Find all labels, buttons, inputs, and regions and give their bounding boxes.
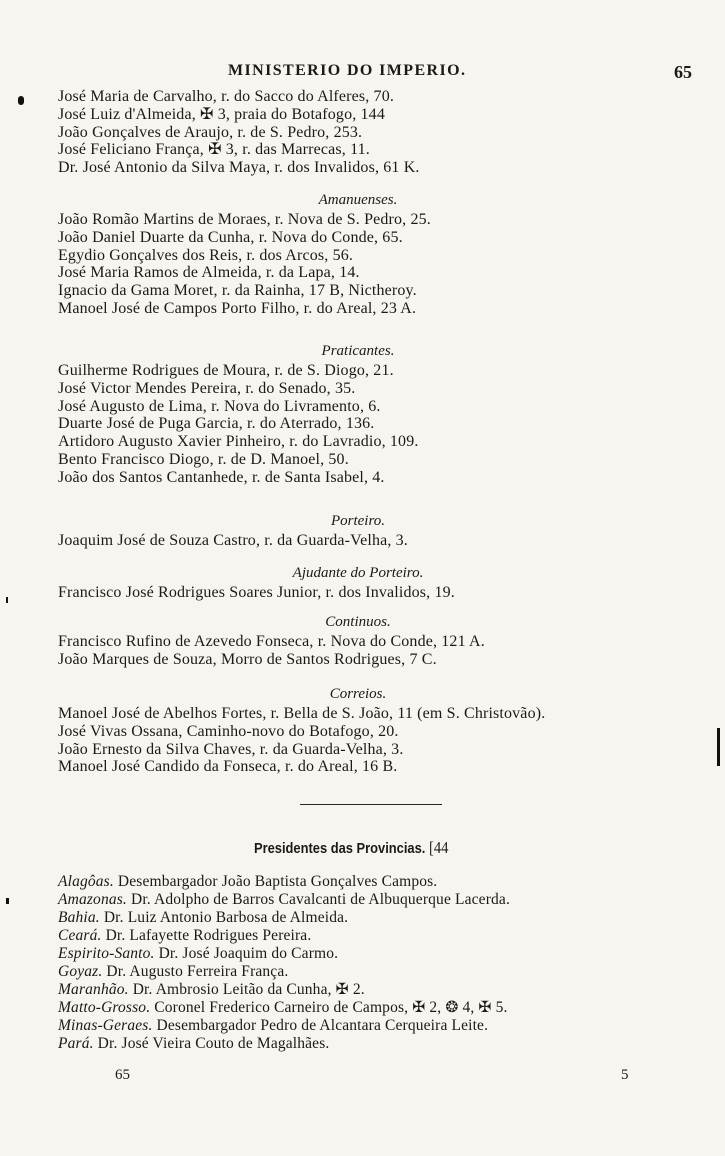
province-name: Bahia.	[58, 909, 100, 926]
province-name: Goyaz.	[58, 963, 103, 980]
president-name: Dr. José Joaquim do Carmo.	[158, 945, 339, 962]
list-item: João Romão Martins de Moraes, r. Nova de S. Pedro, 25.	[58, 211, 431, 228]
section-heading: Continuos.	[325, 614, 391, 630]
list-item: Manoel José de Abelhos Fortes, r. Bella de S. João, 11 (em S. Christovão).	[58, 705, 546, 722]
officials-list	[58, 88, 698, 177]
province-name: Espirito-Santo.	[58, 945, 155, 962]
list-item: Francisco Rufino de Azevedo Fonseca, r. Nova do Conde, 121 A.	[58, 633, 485, 650]
section-divider	[300, 804, 442, 805]
section-continuos	[58, 611, 698, 669]
list-item: Duarte José de Puga Garcia, r. do Aterrado, 136.	[58, 415, 375, 433]
list-item: João Daniel Duarte da Cunha, r. Nova do Conde, 65.	[58, 228, 403, 246]
page-number: 65	[674, 62, 692, 82]
president-name: Dr. Adolpho de Barros Cavalcanti de Albuquerque Lacerda.	[130, 891, 510, 908]
list-item	[58, 1035, 698, 1053]
presidents-list	[58, 873, 698, 1053]
list-item	[58, 945, 698, 963]
list-item: José Augusto de Lima, r. Nova do Livramento, 6.	[58, 397, 381, 415]
running-title: MINISTERIO DO IMPERIO.	[228, 62, 467, 79]
list-item: Manoel José de Campos Porto Filho, r. do Areal, 23 A.	[58, 299, 417, 317]
list-item	[58, 891, 698, 909]
section-porteiro	[58, 510, 698, 550]
list-item: José Maria Ramos de Almeida, r. da Lapa, 14.	[58, 264, 360, 282]
list-item: Francisco José Rodrigues Soares Junior, r. dos Invalidos, 19.	[58, 584, 455, 601]
list-item	[58, 963, 698, 981]
section-heading: Correios.	[329, 686, 387, 702]
ink-blot	[18, 96, 24, 105]
province-name: Alagôas.	[58, 873, 114, 890]
list-item	[58, 909, 698, 927]
list-item: João Ernesto da Silva Chaves, r. da Guarda-Velha, 3.	[58, 740, 404, 758]
president-name: Dr. Augusto Ferreira França.	[106, 963, 289, 980]
list-item	[58, 873, 698, 891]
province-name: Ceará.	[58, 927, 102, 944]
page-header	[0, 62, 725, 84]
list-item	[58, 1017, 698, 1035]
list-item: Bento Francisco Diogo, r. de D. Manoel, 50.	[58, 450, 349, 468]
list-item: João Marques de Souza, Morro de Santos Rodrigues, 7 C.	[58, 650, 437, 668]
president-name: Dr. Ambrosio Leitão da Cunha, ✠ 2.	[132, 981, 365, 998]
presidents-ref: [44	[428, 838, 449, 857]
section-heading: Ajudante do Porteiro.	[292, 565, 424, 581]
president-name: Coronel Frederico Carneiro de Campos, ✠ 2, ❂ 4, ✠ 5.	[154, 999, 508, 1016]
list-item: José Luiz d'Almeida, ✠ 3, praia do Botafogo, 144	[58, 105, 385, 123]
president-name: Dr. José Vieira Couto de Magalhães.	[97, 1035, 330, 1052]
province-name: Matto-Grosso.	[58, 999, 151, 1016]
list-item: Dr. José Antonio da Silva Maya, r. dos Invalidos, 61 K.	[58, 159, 420, 177]
president-name: Desembargador Pedro de Alcantara Cerqueira Leite.	[156, 1017, 489, 1034]
list-item: Guilherme Rodrigues de Moura, r. de S. Diogo, 21.	[58, 362, 394, 379]
list-item: Joaquim José de Souza Castro, r. da Guarda-Velha, 3.	[58, 532, 408, 549]
list-item	[58, 999, 698, 1017]
list-item	[58, 927, 698, 945]
list-item: Ignacio da Gama Moret, r. da Rainha, 17 B, Nictheroy.	[58, 282, 417, 300]
province-name: Amazonas.	[58, 891, 127, 908]
president-name: Dr. Luiz Antonio Barbosa de Almeida.	[103, 909, 349, 926]
list-item: Manoel José Candido da Fonseca, r. do Areal, 16 B.	[58, 758, 398, 776]
province-name: Pará.	[58, 1035, 94, 1052]
section-praticantes	[58, 340, 698, 487]
section-heading: Amanuenses.	[318, 192, 398, 208]
footer-left-number: 65	[115, 1067, 130, 1083]
list-item: João dos Santos Cantanhede, r. de Santa Isabel, 4.	[58, 468, 385, 486]
footer-right-number: 5	[621, 1067, 629, 1083]
list-item	[58, 981, 698, 999]
list-item: José Feliciano França, ✠ 3, r. das Marrecas, 11.	[58, 141, 370, 159]
section-correios	[58, 683, 698, 776]
province-name: Minas-Geraes.	[58, 1017, 153, 1034]
presidents-title-text: Presidentes das Provincias.	[254, 840, 426, 857]
list-item: José Vivas Ossana, Caminho-novo do Botafogo, 20.	[58, 722, 399, 740]
margin-mark	[717, 728, 720, 766]
list-item: José Victor Mendes Pereira, r. do Senado, 35.	[58, 379, 356, 397]
section-heading: Praticantes.	[321, 343, 395, 359]
list-item: Artidoro Augusto Xavier Pinheiro, r. do Lavradio, 109.	[58, 433, 419, 451]
presidents-heading	[254, 838, 448, 858]
president-name: Desembargador João Baptista Gonçalves Campos.	[117, 873, 438, 890]
section-amanuenses	[58, 189, 698, 318]
margin-mark	[6, 597, 8, 603]
section-ajudante-porteiro	[58, 562, 698, 602]
margin-mark	[6, 898, 9, 904]
section-heading: Porteiro.	[330, 513, 386, 529]
province-name: Maranhão.	[58, 981, 129, 998]
president-name: Dr. Lafayette Rodrigues Pereira.	[105, 927, 312, 944]
list-item: Egydio Gonçalves dos Reis, r. dos Arcos, 56.	[58, 246, 354, 264]
list-item: João Gonçalves de Araujo, r. de S. Pedro, 253.	[58, 123, 363, 141]
list-item: José Maria de Carvalho, r. do Sacco do Alferes, 70.	[58, 88, 395, 105]
